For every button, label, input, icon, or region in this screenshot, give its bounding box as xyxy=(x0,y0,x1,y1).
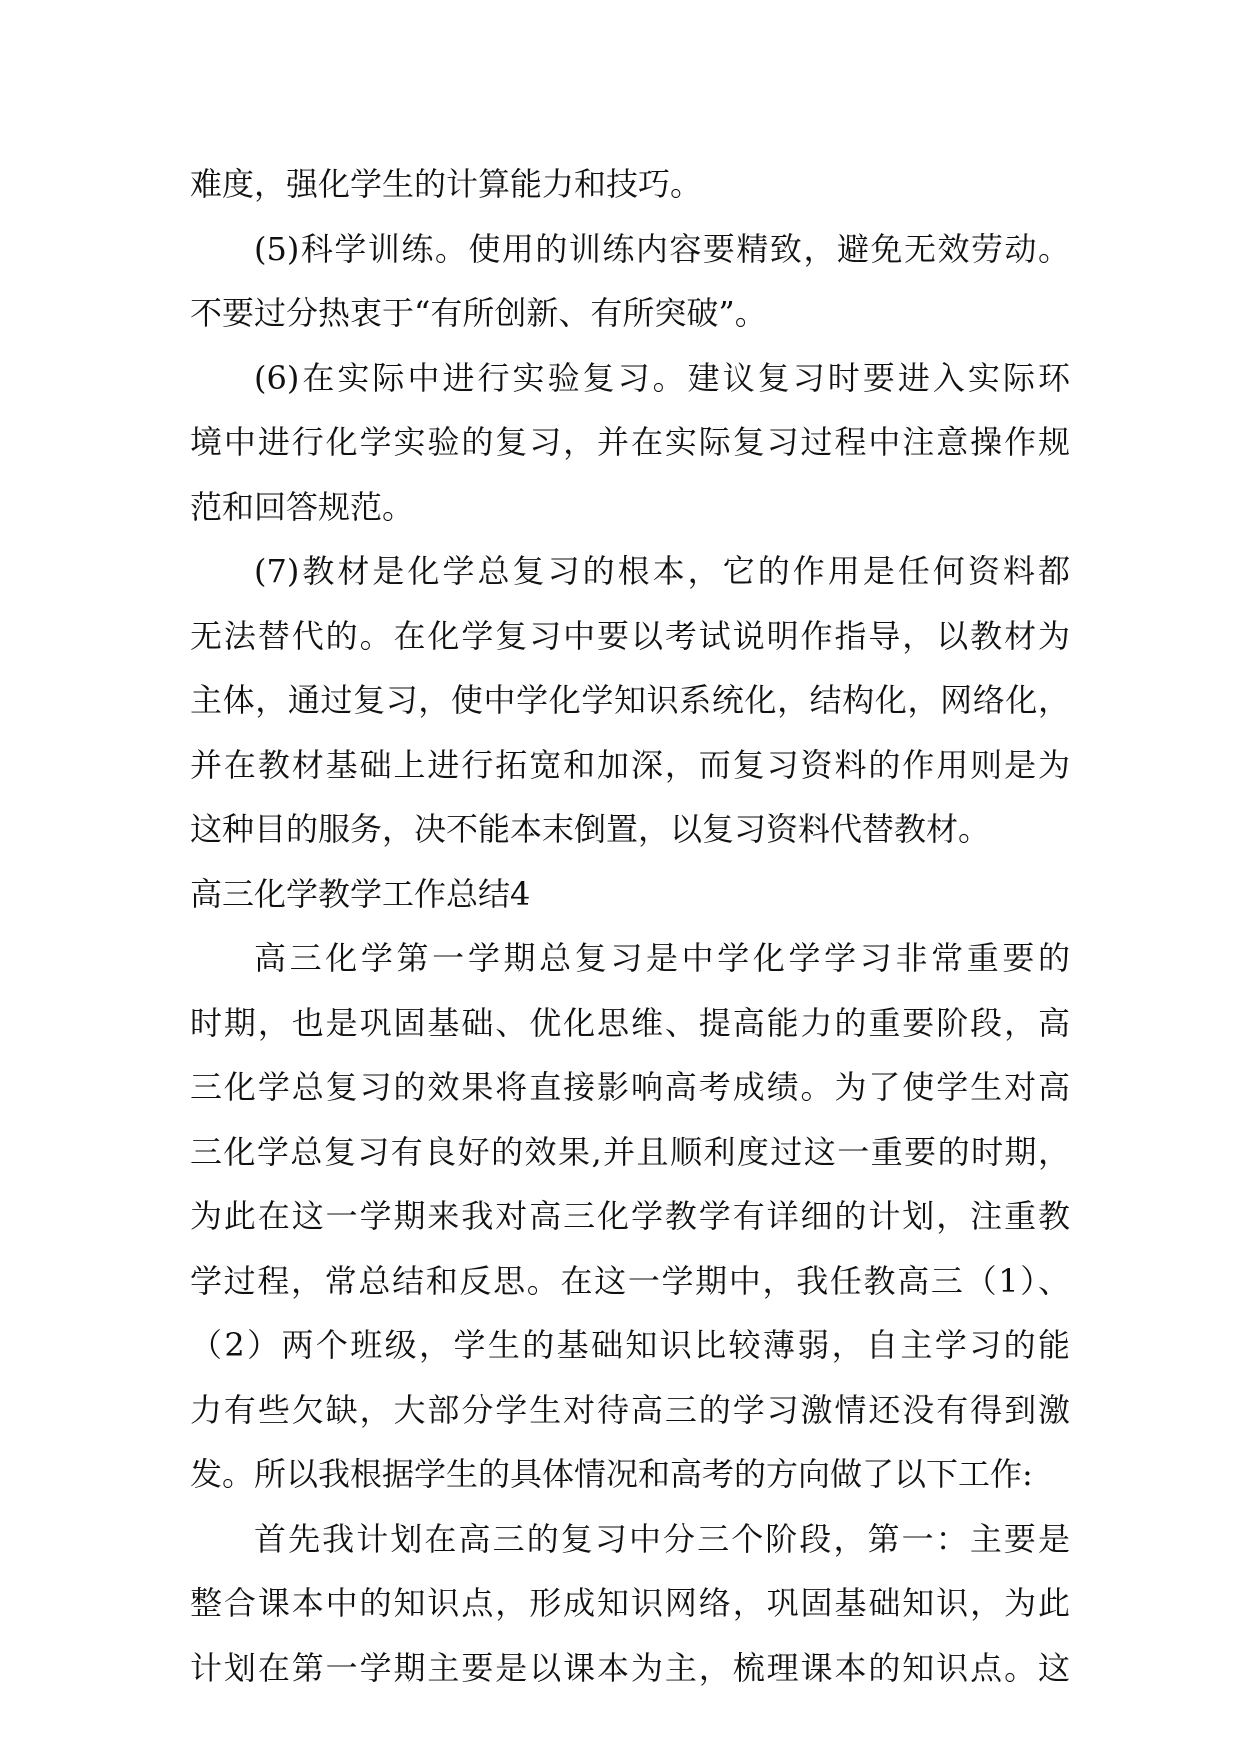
paragraph-line: 计划在第一学期主要是以课本为主，梳理课本的知识点。这 xyxy=(190,1648,1070,1687)
paragraph-line: 范和回答规范。 xyxy=(190,487,415,526)
section-heading: 高三化学教学工作总结4 xyxy=(190,874,531,913)
paragraph-line: (5)科学训练。使用的训练内容要精致，避免无效劳动。 xyxy=(254,229,1070,268)
paragraph-line: 不要过分热衷于“有所创新、有所突破”。 xyxy=(190,294,767,332)
paragraph-line: 无法替代的。在化学复习中要以考试说明作指导，以教材为 xyxy=(190,616,1070,655)
paragraph-line: 力有些欠缺，大部分学生对待高三的学习激情还没有得到激 xyxy=(190,1390,1070,1429)
paragraph-line: 这种目的服务，决不能本末倒置，以复习资料代替教材。 xyxy=(190,810,991,848)
paragraph-line: (7)教材是化学总复习的根本，它的作用是任何资料都 xyxy=(254,552,1070,590)
paragraph-line: 首先我计划在高三的复习中分三个阶段，第一：主要是 xyxy=(254,1519,1070,1558)
paragraph-line: 整合课本中的知识点，形成知识网络，巩固基础知识，为此 xyxy=(190,1584,1070,1622)
paragraph-line: 并在教材基础上进行拓宽和加深，而复习资料的作用则是为 xyxy=(190,745,1070,784)
paragraph-line: 为此在这一学期来我对高三化学教学有详细的计划，注重教 xyxy=(190,1197,1070,1235)
paragraph-line: 主体，通过复习，使中学化学知识系统化，结构化，网络化， xyxy=(190,681,1070,719)
document-body xyxy=(190,152,1070,1700)
paragraph-line: 三化学总复习有良好的效果,并且顺利度过这一重要的时期， xyxy=(190,1132,1070,1171)
paragraph-line: 三化学总复习的效果将直接影响高考成绩。为了使学生对高 xyxy=(190,1068,1070,1106)
paragraph-line: （2）两个班级，学生的基础知识比较薄弱，自主学习的能 xyxy=(190,1326,1070,1364)
paragraph-line: 学过程，常总结和反思。在这一学期中，我任教高三（1）、 xyxy=(190,1261,1070,1300)
paragraph-line: 境中进行化学实验的复习，并在实际复习过程中注意操作规 xyxy=(190,423,1070,461)
paragraph-line: 发。所以我根据学生的具体情况和高考的方向做了以下工作: xyxy=(190,1455,1033,1493)
paragraph-line: 难度，强化学生的计算能力和技巧。 xyxy=(190,165,703,203)
paragraph-line: 高三化学第一学期总复习是中学化学学习非常重要的 xyxy=(254,939,1070,977)
paragraph-line: (6)在实际中进行实验复习。建议复习时要进入实际环 xyxy=(254,358,1070,397)
paragraph-line: 时期，也是巩固基础、优化思维、提高能力的重要阶段，高 xyxy=(190,1003,1070,1042)
